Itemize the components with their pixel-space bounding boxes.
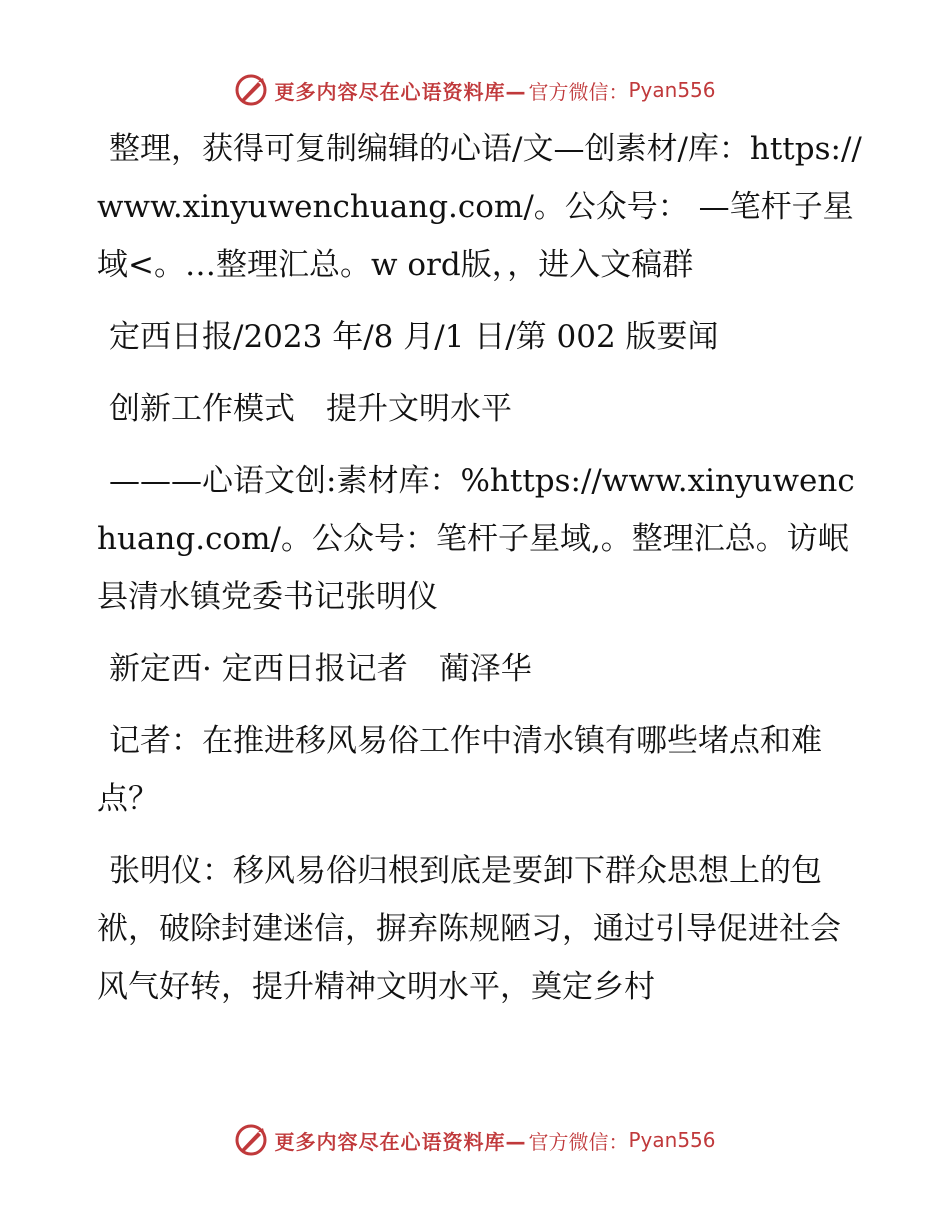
footer-slogan: 更多内容尽在心语资料库— [274,1129,527,1154]
dateline: 定西日报/2023 年/8 月/1 日/第 002 版要闻 [109,319,719,355]
question-paragraph: 记者：在推进移风易俗工作中清水镇有哪些堵点和难点？ [97,723,822,817]
article-body [97,120,867,1030]
footer-wechat-label: 官方微信： [528,1129,629,1154]
footer-watermark [0,1120,950,1160]
byline: 新定西· 定西日报记者 蔺泽华 [109,651,532,687]
header-wechat-label: 官方微信： [528,79,629,104]
quill-logo-icon [234,1123,268,1157]
header-wechat-id: Pyan556 [628,78,716,102]
subheadline: ———心语文创:素材库：%https://www.xinyuwenchuang.com/。公众号：笔杆子星域,。整理汇总。访岷县清水镇党委书记张明仪 [97,463,855,615]
intro-paragraph: 整理，获得可复制编辑的心语/文—创素材/库：https://www.xinyuwenchuang.com/。公众号： —笔杆子星域<。…整理汇总。w ord版，，进入文稿群 [97,131,862,283]
header-watermark [0,70,950,110]
answer-paragraph: 张明仪：移风易俗归根到底是要卸下群众思想上的包袱，破除封建迷信，摒弃陈规陋习，通过引导促进社会风气好转，提升精神文明水平，奠定乡村 [97,853,841,1005]
headline: 创新工作模式 提升文明水平 [109,391,512,427]
footer-wechat-id: Pyan556 [628,1128,716,1152]
quill-logo-icon [234,73,268,107]
header-slogan: 更多内容尽在心语资料库— [274,79,527,104]
